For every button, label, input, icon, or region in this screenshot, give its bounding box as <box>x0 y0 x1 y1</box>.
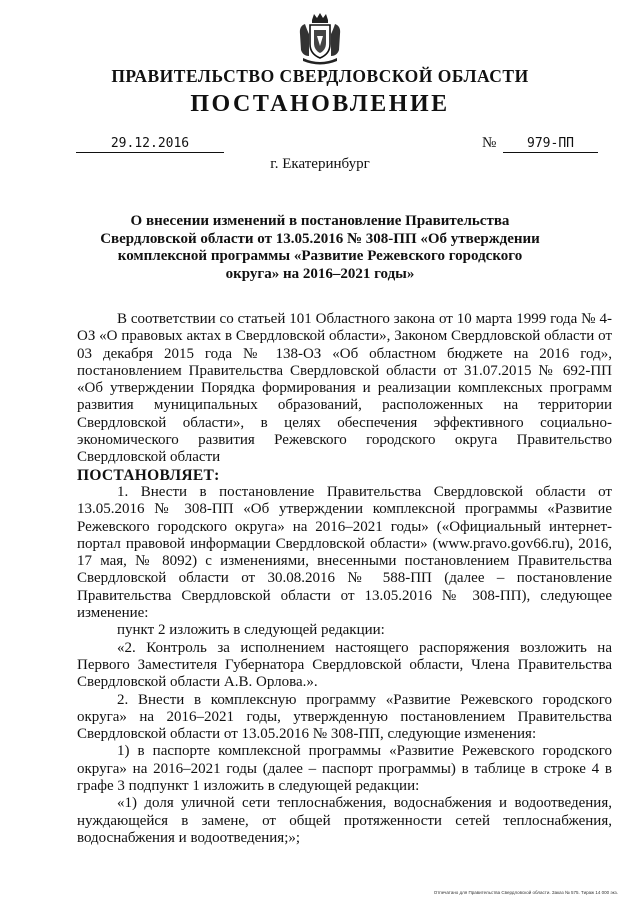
number-sign: № <box>482 135 497 151</box>
item-2-1-paragraph: 1) в паспорте комплексной программы «Развитие Режевского городского округа» на 2016–2021 годы (далее – паспорт программы) в таблице в строке 4 в графе 3 подпункт 1 изложить в следующей редакции: <box>77 743 612 795</box>
document-date: 29.12.2016 <box>76 136 224 153</box>
document-body <box>77 311 612 847</box>
coat-of-arms-icon <box>297 12 343 66</box>
item-1-quote: «2. Контроль за исполнением настоящего распоряжения возложить на Первого Заместителя Губернатора Свердловской области, Члена Правительства Свердловской области А.В. Орлова.». <box>77 639 612 691</box>
item-1-paragraph: 1. Внести в постановление Правительства Свердловской области от 13.05.2016 № 308-ПП «Об утверждении комплексной программы «Развитие Режевского городского округа» на 2016–2021 годы» («Официальный интернет-портал правовой информации Свердловской области» (www.pravo.gov66.ru), 2016, 17 мая, № 8092) с изменениями, внесенными постановлением Правительства Свердловской области от 30.08.2016 № 588-ПП (далее – постановление Правительства Свердловской области от 13.05.2016 № 308-ПП), следующее изменение: <box>77 483 612 622</box>
item-2-quote: «1) доля уличной сети теплоснабжения, водоснабжения и водоотведения, нуждающейся в замене, от общей протяженности сетей теплоснабжения, водоснабжения и водоотведения;»; <box>77 795 612 846</box>
decree-word: ПОСТАНОВЛЯЕТ: <box>77 466 220 484</box>
document-number: 979-ПП <box>503 136 598 153</box>
item-2-paragraph: 2. Внести в комплексную программу «Развитие Режевского городского округа» на 2016–2021 годы, утвержденную постановлением Правительства Свердловской области от 13.05.2016 № 308-ПП, следующие изменения: <box>77 691 612 743</box>
document-type: ПОСТАНОВЛЕНИЕ <box>190 91 450 117</box>
document-heading: О внесении изменений в постановление Правительства Свердловской области от 13.05.2016 № 308-ПП «Об утверждении комплексной программы «Развитие Режевского городского округа» на 2016–2021 годы» <box>100 213 540 282</box>
preamble-paragraph: В соответствии со статьей 101 Областного закона от 10 марта 1999 года № 4-ОЗ «О правовых актах в Свердловской области», Законом Свердловской области от 03 декабря 2015 года № 138-ОЗ «Об областном бюджете на 2016 год», постановлением Правительства Свердловской области от 31.07.2015 № 692-ПП «Об утверждении Порядка формирования и реализации комплексных программ развития муниципальных образований, расположенных на территории Свердловской области», в целях обеспечения эффективного социально-экономического развития Режевского городского округа Правительство Свердловской области <box>77 311 612 466</box>
item-1-subparagraph: пункт 2 изложить в следующей редакции: <box>117 622 385 639</box>
print-footer-note: Отпечатано для Правительства Свердловской области. Заказ № 575. Тираж 14 000 экз. <box>433 890 618 895</box>
document-city: г. Екатеринбург <box>270 156 370 172</box>
government-name: ПРАВИТЕЛЬСТВО СВЕРДЛОВСКОЙ ОБЛАСТИ <box>111 66 529 86</box>
